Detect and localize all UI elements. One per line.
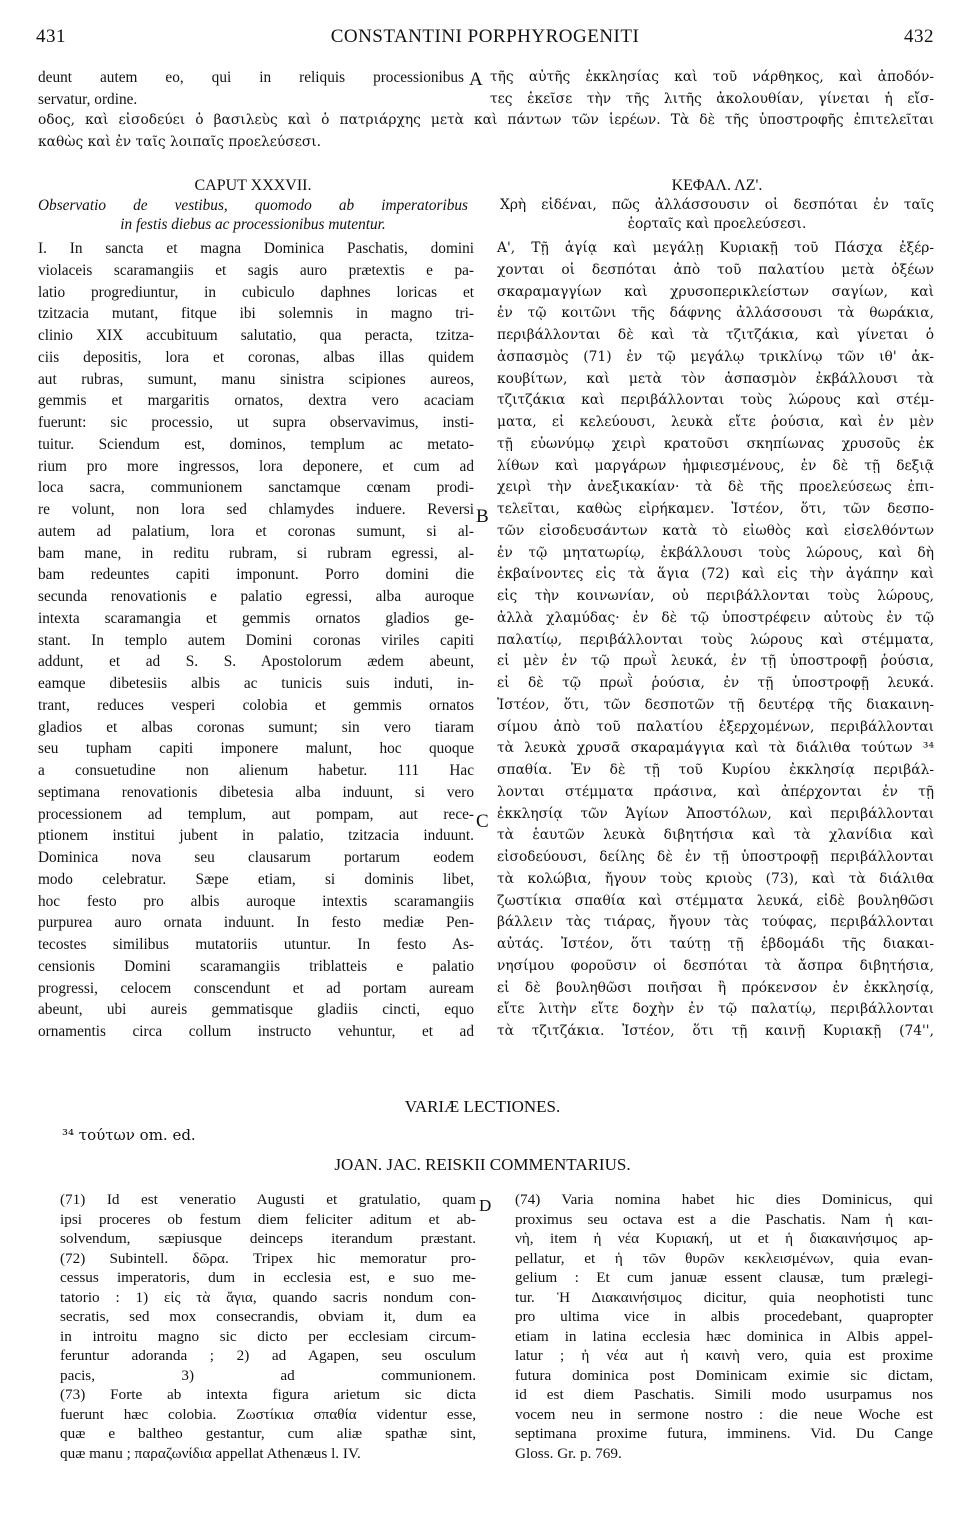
greek-body-line: χειρὶ τὴν ἀνεξικακίαν· τὰ δὲ τῆς προελεύσεως ἐπι- bbox=[497, 479, 934, 496]
commentary-left-line: (71) Id est veneratio Augusti et gratulatio, quam bbox=[60, 1191, 476, 1208]
latin-body-line: latio progrediuntur, in cubiculo daphnes loricas et bbox=[38, 283, 474, 301]
chapter-heading-latin: CAPUT XXXVII. bbox=[194, 177, 312, 194]
latin-body-line: secunda renovationis e palatio egressi, alba auroque bbox=[38, 588, 474, 605]
greek-body-line: ἀλλὰ χλαμύδας· ἐν δὲ τῷ ὑποστρέφειν αὐτοὺς ἐν τῷ bbox=[497, 609, 934, 626]
commentary-left-line: tatorio : 1) εἰς τὰ ἅγια, quando sacris nondum con- bbox=[60, 1288, 476, 1306]
greek-body-line: τὰ τζιτζάκια. Ἰστέον, ὅτι τῇ καινῇ Κυριακῇ (74'', bbox=[497, 1023, 934, 1039]
greek-body-line: ἀσπασμὸς (71) ἐν τῷ μεγάλῳ τρικλίνῳ τῶν ιθ' ἀκ- bbox=[497, 348, 934, 365]
intro-greek-line: τες ἐκεῖσε τὴν τῆς λιτῆς ἀκολουθίαν, γίνεται ἡ εἴσ- bbox=[490, 90, 934, 107]
greek-body-line: ἐν τῷ μητατωρίῳ, ἐκβάλλουσι τοὺς λώρους, καὶ δὴ bbox=[497, 544, 934, 561]
latin-body-line: fuerunt: sic processio, ut supra observavimus, insti- bbox=[38, 414, 474, 431]
intro-latin-line: servatur, ordine. bbox=[38, 90, 138, 108]
latin-body bbox=[38, 238, 474, 1043]
chapter-latin bbox=[38, 176, 468, 234]
greek-body-line: τὰ λευκὰ χρυσᾶ σκαραμάγγια καὶ τὰ διάλιθα τούτων ³⁴ bbox=[497, 740, 934, 757]
latin-body-line: rium pro more ingressos, lora deponere, et cum ad bbox=[38, 457, 474, 475]
commentary-right-line: id est diem Paschatis. Simili modo usurpamus nos bbox=[515, 1386, 933, 1403]
commentary-left-line: solvendum, sæpiusque deinceps iterandum præstant. bbox=[60, 1230, 476, 1247]
latin-body-line: violaceis scaramangiis et sagis auro prætextis e pa- bbox=[38, 261, 474, 279]
latin-body-line: stant. In templo autem Domini coronas viriles capiti bbox=[38, 631, 474, 649]
greek-body-line: τῶν εἰσοδευσάντων κατὰ τὸ εἰωθὸς καὶ εἰσελθόντων bbox=[497, 522, 934, 539]
greek-body-line: τὰ ἑαυτῶν λευκὰ διβητήσια καὶ τὰ χλανίδια καὶ bbox=[497, 827, 934, 844]
chapter-subtitle-latin-line: in festis diebus ac processionibus mutentur. bbox=[120, 216, 386, 233]
chapter-subtitle-greek-line: Χρὴ εἰδέναι, πῶς ἀλλάσσουσιν οἱ δεσπόται ἐν ταῖς bbox=[500, 197, 934, 213]
commentary-right-line: (74) Varia nomina habet hic dies Dominicus, qui bbox=[515, 1191, 933, 1208]
greek-body-line: σπαθία. Ἐν δὲ τῇ τοῦ Κυρίου ἐκκλησίᾳ περιβάλ- bbox=[497, 762, 934, 778]
commentary-right-line: futura dominica post Dominicam eximie sic dictam, bbox=[515, 1366, 933, 1384]
greek-body-line: εἰ μὲν ἐν τῷ πρωῒ λευκά, ἐν τῇ ὑποστροφῇ ῥούσια, bbox=[497, 653, 934, 670]
latin-body-line: gemmis et margaritis ornatos, dextra vero acaciam bbox=[38, 392, 474, 410]
latin-body-line: tuitur. Sciendum est, dominos, templum ac metato- bbox=[38, 435, 474, 453]
latin-body-line: seu tupham capiti imponere malunt, hoc quoque bbox=[38, 740, 474, 758]
commentary-left-line: fuerunt hæc colobia. Ζωστίκια σπαθία videntur esse, bbox=[60, 1405, 476, 1423]
greek-body-line: Α', Τῇ ἁγίᾳ καὶ μεγάλῃ Κυριακῇ τοῦ Πάσχα ἐξέρ- bbox=[497, 240, 934, 256]
latin-body-line: septimana renovationis dibetesia alba induunt, si vero bbox=[38, 783, 474, 801]
latin-body-line: censionis Domini scaramangiis triblatteis e palatio bbox=[38, 957, 474, 975]
latin-body-line: eamque dibetesiis albis ac tunicis suis induti, in- bbox=[38, 675, 474, 692]
commentary-left-line: cessus imperatoris, dum in ecclesia est, e suo me- bbox=[60, 1269, 476, 1286]
latin-body-line: a consuetudine non alienum habetur. 111 Hac bbox=[38, 762, 474, 779]
greek-body-line: Ἰστέον, ὅτι, τῶν δεσποτῶν τῇ δευτέρᾳ τῆς διακαινη- bbox=[497, 696, 934, 713]
greek-body-line: τῇ εὐωνύμῳ χειρὶ κρατοῦσι σκηπίωνας χρυσοῦς ἐκ bbox=[497, 435, 934, 452]
intro-full-width bbox=[38, 110, 934, 153]
commentary-right-line: septimana proxime futura, imminens. Vid. Du Cange bbox=[515, 1425, 933, 1442]
greek-body-line: τελεῖται, καθὼς εἰρήκαμεν. Ἰστέον, ὅτι, τῶν δεσπο- bbox=[497, 501, 934, 517]
greek-body-line: βάλλειν τὰς τιάρας, ἤγουν τὰς τούφας, περιβάλλονται bbox=[497, 914, 934, 931]
commentary-right-line: Gloss. Gr. p. 769. bbox=[515, 1444, 622, 1462]
greek-body-line: αὐτάς. Ἰστέον, ὅτι ταύτῃ τῇ ἑβδομάδι τῆς διακαι- bbox=[497, 936, 934, 952]
commentary-right-line: etiam in latina ecclesia hæc dominica in Albis appel- bbox=[515, 1327, 933, 1345]
commentary-right-line: pro ultima vice in albis procedebant, quapropter bbox=[515, 1308, 933, 1325]
margin-marker-c: C bbox=[476, 811, 489, 832]
commentary-left-line: (73) Forte ab intexta figura arietum sic dicta bbox=[60, 1386, 476, 1403]
commentary-right-line: tur. Ἡ Διακαινήσιμος dicitur, quia neophotisti tunc bbox=[515, 1288, 933, 1306]
latin-body-line: trant, reduces vesperi colobia et gemmis ornatos bbox=[38, 696, 474, 714]
chapter-subtitle-latin-line: Observatio de vestibus, quomodo ab imperatoribus bbox=[38, 197, 468, 214]
intro-full-line: οδος, καὶ εἰσοδεύει ὁ βασιλεὺς καὶ ὁ πατριάρχης μετὰ καὶ πάντων τῶν ἱερέων. Τὰ δὲ τῆς ὑποστροφῆς ἐπιτελεῖται bbox=[38, 112, 934, 128]
latin-body-line: re volunt, non lora sed chlamydes induere. Reversi bbox=[38, 501, 474, 518]
latin-body-line: aut rubras, sumunt, manu sinistra scipiones aureos, bbox=[38, 370, 474, 388]
commentary-right-line: vocem neu in sermone nostro : die neue Woche est bbox=[515, 1405, 933, 1423]
greek-body-line: σίμου ἀπὸ τοῦ παλατίου ἐξερχομένων, περιβάλλονται bbox=[497, 718, 934, 735]
greek-body-line: κουβίτων, καὶ μετὰ τὸν ἀσπασμὸν ἐκβάλλουσι τὰ bbox=[497, 370, 934, 387]
latin-body-line: abeunt, ubi aureis gemmatisque gladiis cincti, equo bbox=[38, 1001, 474, 1019]
page-number-left: 431 bbox=[36, 26, 66, 47]
intro-greek bbox=[490, 67, 934, 110]
page-header bbox=[36, 26, 934, 54]
commentary-left-line: quæ manu ; παραζωνίδια appellat Athenæus l. IV. bbox=[60, 1444, 361, 1462]
greek-body-line: ἐκβαίνοντες εἰς τὰ ἅγια (72) καὶ εἰς τὴν ἀγάπην καὶ bbox=[497, 566, 934, 583]
latin-body-line: loca sacra, communionem sanctamque cœnam prodi- bbox=[38, 479, 474, 497]
latin-body-line: autem ad palatium, lora et coronas sumunt, si al- bbox=[38, 522, 474, 540]
commentary-right-line: latur ; ἡ νέα aut ἡ καινὴ vero, quia est proxime bbox=[515, 1347, 933, 1364]
latin-body-line: progressi, celocem conscendunt et ad portam auream bbox=[38, 979, 474, 997]
greek-body-line: ματα, εἰ κελεύουσι, λευκὰ εἴτε ῥούσια, καὶ ἐν μὲν bbox=[497, 414, 934, 430]
commentary-left-line: in introitu magno sic dicto per ecclesiam circum- bbox=[60, 1327, 476, 1345]
greek-body-line: ἐν τῷ κοιτῶνι τῆς δάφνης ἀλλάσσουσι τὰ θωράκια, bbox=[497, 305, 934, 322]
greek-body-line: εἰσοδεύουσι, δείλης δὲ ἐν τῇ ὑποστροφῇ περιβάλλονται bbox=[497, 849, 934, 865]
latin-body-line: ciis depositis, lora et coronas, albas illas quidem bbox=[38, 348, 474, 366]
margin-marker-d: D bbox=[479, 1196, 492, 1215]
commentary-left-line: (72) Subintell. δῶρα. Tripex hic memoratur pro- bbox=[60, 1249, 476, 1267]
latin-body-line: bam redeuntes capiti imponunt. Porro domini die bbox=[38, 566, 474, 584]
latin-body-line: Dominica nova seu clausarum portarum eodem bbox=[38, 849, 474, 866]
chapter-heading-greek: ΚΕΦΑΛ. ΛΖ'. bbox=[671, 177, 763, 194]
commentary-left-line: feruntur adoranda ; 2) ad Agapen, seu osculum bbox=[60, 1347, 476, 1364]
latin-body-line: tzitzacia mutant, fitque ibi solemnis in magno tri- bbox=[38, 305, 474, 323]
chapter-greek bbox=[500, 176, 934, 234]
latin-body-line: processionem ad templum, aut pompam, aut rece- bbox=[38, 805, 474, 823]
latin-body-line: intexta scaramangia et gemmis ornatos gladios ge- bbox=[38, 609, 474, 627]
intro-greek-line: τῆς αὐτῆς ἐκκλησίας καὶ τοῦ νάρθηκος, καὶ ἀποδόν- bbox=[490, 69, 934, 85]
latin-body-line: I. In sancta et magna Dominica Paschatis, domini bbox=[38, 240, 474, 257]
commentary-right-line: gelium : Et cum januæ essent clausæ, tum prælegi- bbox=[515, 1269, 933, 1286]
commentary-left bbox=[60, 1190, 476, 1463]
commentary-left-line: secratis, sed mox consecrandis, obviam it, dum ea bbox=[60, 1308, 476, 1325]
greek-body-line: χονται οἱ δεσπόται ἀπὸ τοῦ παλατίου μετὰ ὀξέων bbox=[497, 261, 934, 278]
latin-body-line: addunt, et ad S. S. Apostolorum ædem abeunt, bbox=[38, 653, 474, 671]
latin-body-line: gladios et albas coronas sumunt; sin vero tiaram bbox=[38, 718, 474, 736]
margin-marker-b: B bbox=[476, 506, 489, 527]
page-number-right: 432 bbox=[904, 26, 934, 47]
latin-body-line: tecostes similibus mutatoriis utuntur. In festo As- bbox=[38, 936, 474, 953]
greek-body-line: περιβάλλονται δὲ καὶ τὰ τζιτζάκια, καὶ γίνεται ὁ bbox=[497, 327, 934, 343]
greek-body bbox=[497, 238, 934, 1043]
greek-body-line: τζιτζάκια καὶ περιβάλλονται τοὺς λώρους καὶ στέμ- bbox=[497, 392, 934, 409]
greek-body-line: εἰ δὲ τῷ πρωῒ ῥούσια, ἐν τῇ ὑποστροφῇ λευκά. bbox=[497, 675, 934, 691]
latin-body-line: purpurea auro ornata induunt. In festo mediæ Pen- bbox=[38, 914, 474, 932]
intro-latin bbox=[38, 67, 464, 110]
latin-body-line: clinio XIX accubituum salutatio, qua peracta, tzitza- bbox=[38, 327, 474, 344]
commentary-right-line: proximus seu octava est a die Paschatis. Nam ἡ και- bbox=[515, 1210, 933, 1228]
latin-body-line: bam mane, in reditu rubram, si rubram egressi, al- bbox=[38, 544, 474, 562]
latin-body-line: ptionem institui jubent in palatio, tzitzacia induunt. bbox=[38, 827, 474, 845]
latin-body-line: hoc festo pro albis auroque intextis scaramangiis bbox=[38, 892, 474, 910]
commentary-heading: JOAN. JAC. REISKII COMMENTARIUS. bbox=[334, 1155, 631, 1174]
margin-marker-a: A bbox=[469, 69, 483, 90]
greek-body-line: ζωστίκια σπαθία καὶ στέμματα λευκά, εἰδὲ βουληθῶσι bbox=[497, 892, 934, 909]
variant-footnote: ³⁴ τούτων om. ed. bbox=[62, 1126, 196, 1144]
latin-body-line: modo celebratur. Sæpe etiam, si dominis libet, bbox=[38, 870, 474, 888]
greek-body-line: ἐκκλησίᾳ τῶν Ἁγίων Ἀποστόλων, καὶ περιβάλλονται bbox=[497, 805, 934, 822]
commentary-right bbox=[515, 1190, 933, 1463]
greek-body-line: νησίμου φοροῦσιν οἱ δεσπόται τὰ ἄσπρα διβητήσια, bbox=[497, 957, 934, 974]
running-title: CONSTANTINI PORPHYROGENITI bbox=[330, 26, 640, 47]
commentary-right-line: pellatur, et ἡ τῶν θυρῶν κεκλεισμένων, quia evan- bbox=[515, 1249, 933, 1267]
greek-body-line: παλατίῳ, περιβάλλονται τοὺς λώρους καὶ στέμματα, bbox=[497, 631, 934, 648]
greek-body-line: σκαραμαγγίων καὶ χρυσοπερικλείστων σαγίων, καὶ bbox=[497, 283, 934, 300]
variae-lectiones-heading: VARIÆ LECTIONES. bbox=[404, 1097, 561, 1116]
commentary-right-line: νὴ, item ἡ νέα Κυριακή, ut et ἡ διακαινήσιμος ap- bbox=[515, 1230, 933, 1247]
commentary-left-line: ipsi proceres ob festum diem feliciter aditum et ab- bbox=[60, 1210, 476, 1228]
greek-body-line: εἰς τὴν κοινωνίαν, οὐ περιβάλλονται τοὺς λώρους, bbox=[497, 588, 934, 604]
commentary-left-line: quæ e baltheo gestantur, cum aliæ spathæ sint, bbox=[60, 1425, 476, 1442]
commentary-left-line: pacis, 3) ad communionem. bbox=[60, 1366, 476, 1384]
chapter-subtitle-greek-line: ἑορταῖς καὶ προελεύσεσι. bbox=[627, 216, 807, 232]
greek-body-line: λίθων καὶ μαργάρων ἠμφιεσμένους, ἐν δὲ τῇ δεξιᾷ bbox=[497, 457, 934, 474]
latin-body-line: ornamentis circa collum instructo vehuntur, et ad bbox=[38, 1023, 474, 1040]
intro-full-line: καθὼς καὶ ἐν ταῖς λοιπαῖς προελεύσεσι. bbox=[38, 133, 322, 150]
greek-body-line: λονται στέμματα πράσινα, καὶ ἀπέρχονται ἐν τῇ bbox=[497, 783, 934, 800]
intro-latin-line: deunt autem eo, qui in reliquis processionibus bbox=[38, 69, 464, 86]
greek-body-line: εἴτε λιτὴν εἴτε δοχὴν ἐν τῷ παλατίῳ, περιβάλλονται bbox=[497, 1001, 934, 1018]
greek-body-line: εἰ δὲ βουληθῶσι ποιῆσαι ἢ πρόκενσον ἐν ἐκκλησίᾳ, bbox=[497, 979, 934, 996]
greek-body-line: τὰ κολώβια, ἤγουν τοὺς κριοὺς (73), καὶ τὰ διάλιθα bbox=[497, 870, 934, 887]
